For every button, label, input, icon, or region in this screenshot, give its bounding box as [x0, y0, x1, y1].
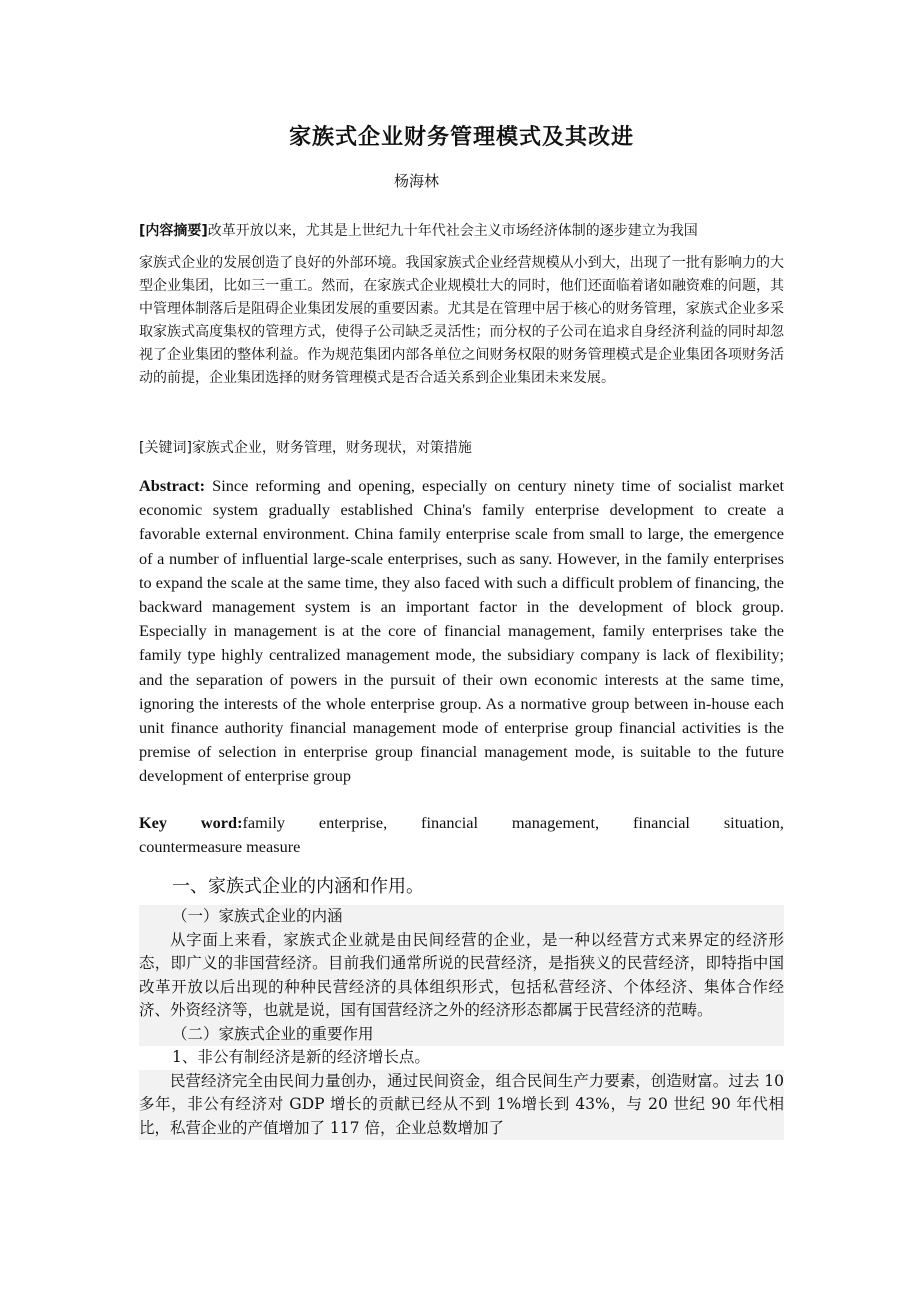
english-abstract-text: Since reforming and opening, especially on century ninety time of socialist market economic system gradually established China's family enterprise development to create a favorable external environment. China family enterprise scale from small to large, the emergence of a number of influential large-scale enterprises, such as sany. However, in the family enterprises to expand the scale at the same time, they also faced with such a difficult problem of financing, the backward management system is an important factor in the development of block group. Especially in management is at the core of financial management, family enterprises take the family type highly centralized management mode, the subsidiary company is lack of flexibility; and the separation of powers in the pursuit of their own economic interests at the same time, ignoring the interests of the whole enterprise group. As a normative group between in-house each unit finance authority financial management mode of enterprise group financial activities is the premise of selection in enterprise group financial management mode, is suitable to the future development of enterprise group	[139, 476, 784, 786]
document-title: 家族式企业财务管理模式及其改进	[288, 125, 634, 150]
section-heading: 一、家族式企业的内涵和作用。	[172, 876, 424, 897]
chinese-abstract	[139, 218, 784, 390]
english-keywords-text: family enterprise, financial management, financial situation,	[242, 813, 784, 832]
chinese-abstract-first-text: 改革开放以来，尤其是上世纪九十年代社会主义市场经济体制的逐步建立为我国	[207, 223, 698, 239]
chinese-keywords	[139, 436, 784, 460]
english-keywords-line1	[139, 811, 784, 835]
english-keywords-line2: countermeasure measure	[139, 837, 301, 856]
english-abstract-label: Abstract:	[139, 476, 206, 495]
subsection-heading-2: （二）家族式企业的重要作用	[172, 1024, 374, 1043]
point-heading-1: 1、非公有制经济是新的经济增长点。	[139, 1046, 784, 1070]
paragraph-definition: 从字面上来看，家族式企业就是由民间经营的企业，是一种以经营方式来界定的经济形态，即广义的非国营经济。目前我们通常所说的民营经济，是指狭义的民营经济，即特指中国改革开放以后出现的种种民营经济的具体组织形式，包括私营经济、个体经济、集体合作经济、外资经济等，也就是说，国有国营经济之外的经济形态都属于民营经济的范畴。	[139, 930, 784, 1019]
document-author: 杨海林	[393, 172, 439, 190]
chinese-keywords-label: [关键词]	[139, 440, 192, 456]
english-keywords-label: Key word:	[139, 813, 243, 832]
subsection-heading-1: （一）家族式企业的内涵	[172, 907, 343, 925]
chinese-abstract-first-line	[139, 218, 784, 244]
chinese-keywords-text: 家族式企业，财务管理，财务现状，对策措施	[191, 440, 472, 456]
chinese-abstract-label: [内容摘要]	[139, 223, 208, 239]
english-abstract	[139, 474, 784, 789]
paragraph-growth: 民营经济完全由民间力量创办，通过民间资金，组合民间生产力要素，创造财富。过去 10 多年，非公有经济对 GDP 增长的贡献已经从不到 1%增长到 43%，与 20 世纪 90 年代相比，私营企业的产值增加了 117 倍，企业总数增加了	[139, 1071, 784, 1137]
chinese-abstract-body: 家族式企业的发展创造了良好的外部环境。我国家族式企业经营规模从小到大，出现了一批有影响力的大型企业集团，比如三一重工。然而，在家族式企业规模壮大的同时，他们还面临着诸如融资难的问题，其中管理体制落后是阻碍企业集团发展的重要因素。尤其是在管理中居于核心的财务管理，家族式企业多采取家族式高度集权的管理方式，使得子公司缺乏灵活性；而分权的子公司在追求自身经济利益的同时却忽视了企业集团的整体利益。作为规范集团内部各单位之间财务权限的财务管理模式是企业集团各项财务活动的前提，企业集团选择的财务管理模式是否合适关系到企业集团未来发展。	[139, 255, 784, 386]
body-content	[139, 905, 784, 1140]
